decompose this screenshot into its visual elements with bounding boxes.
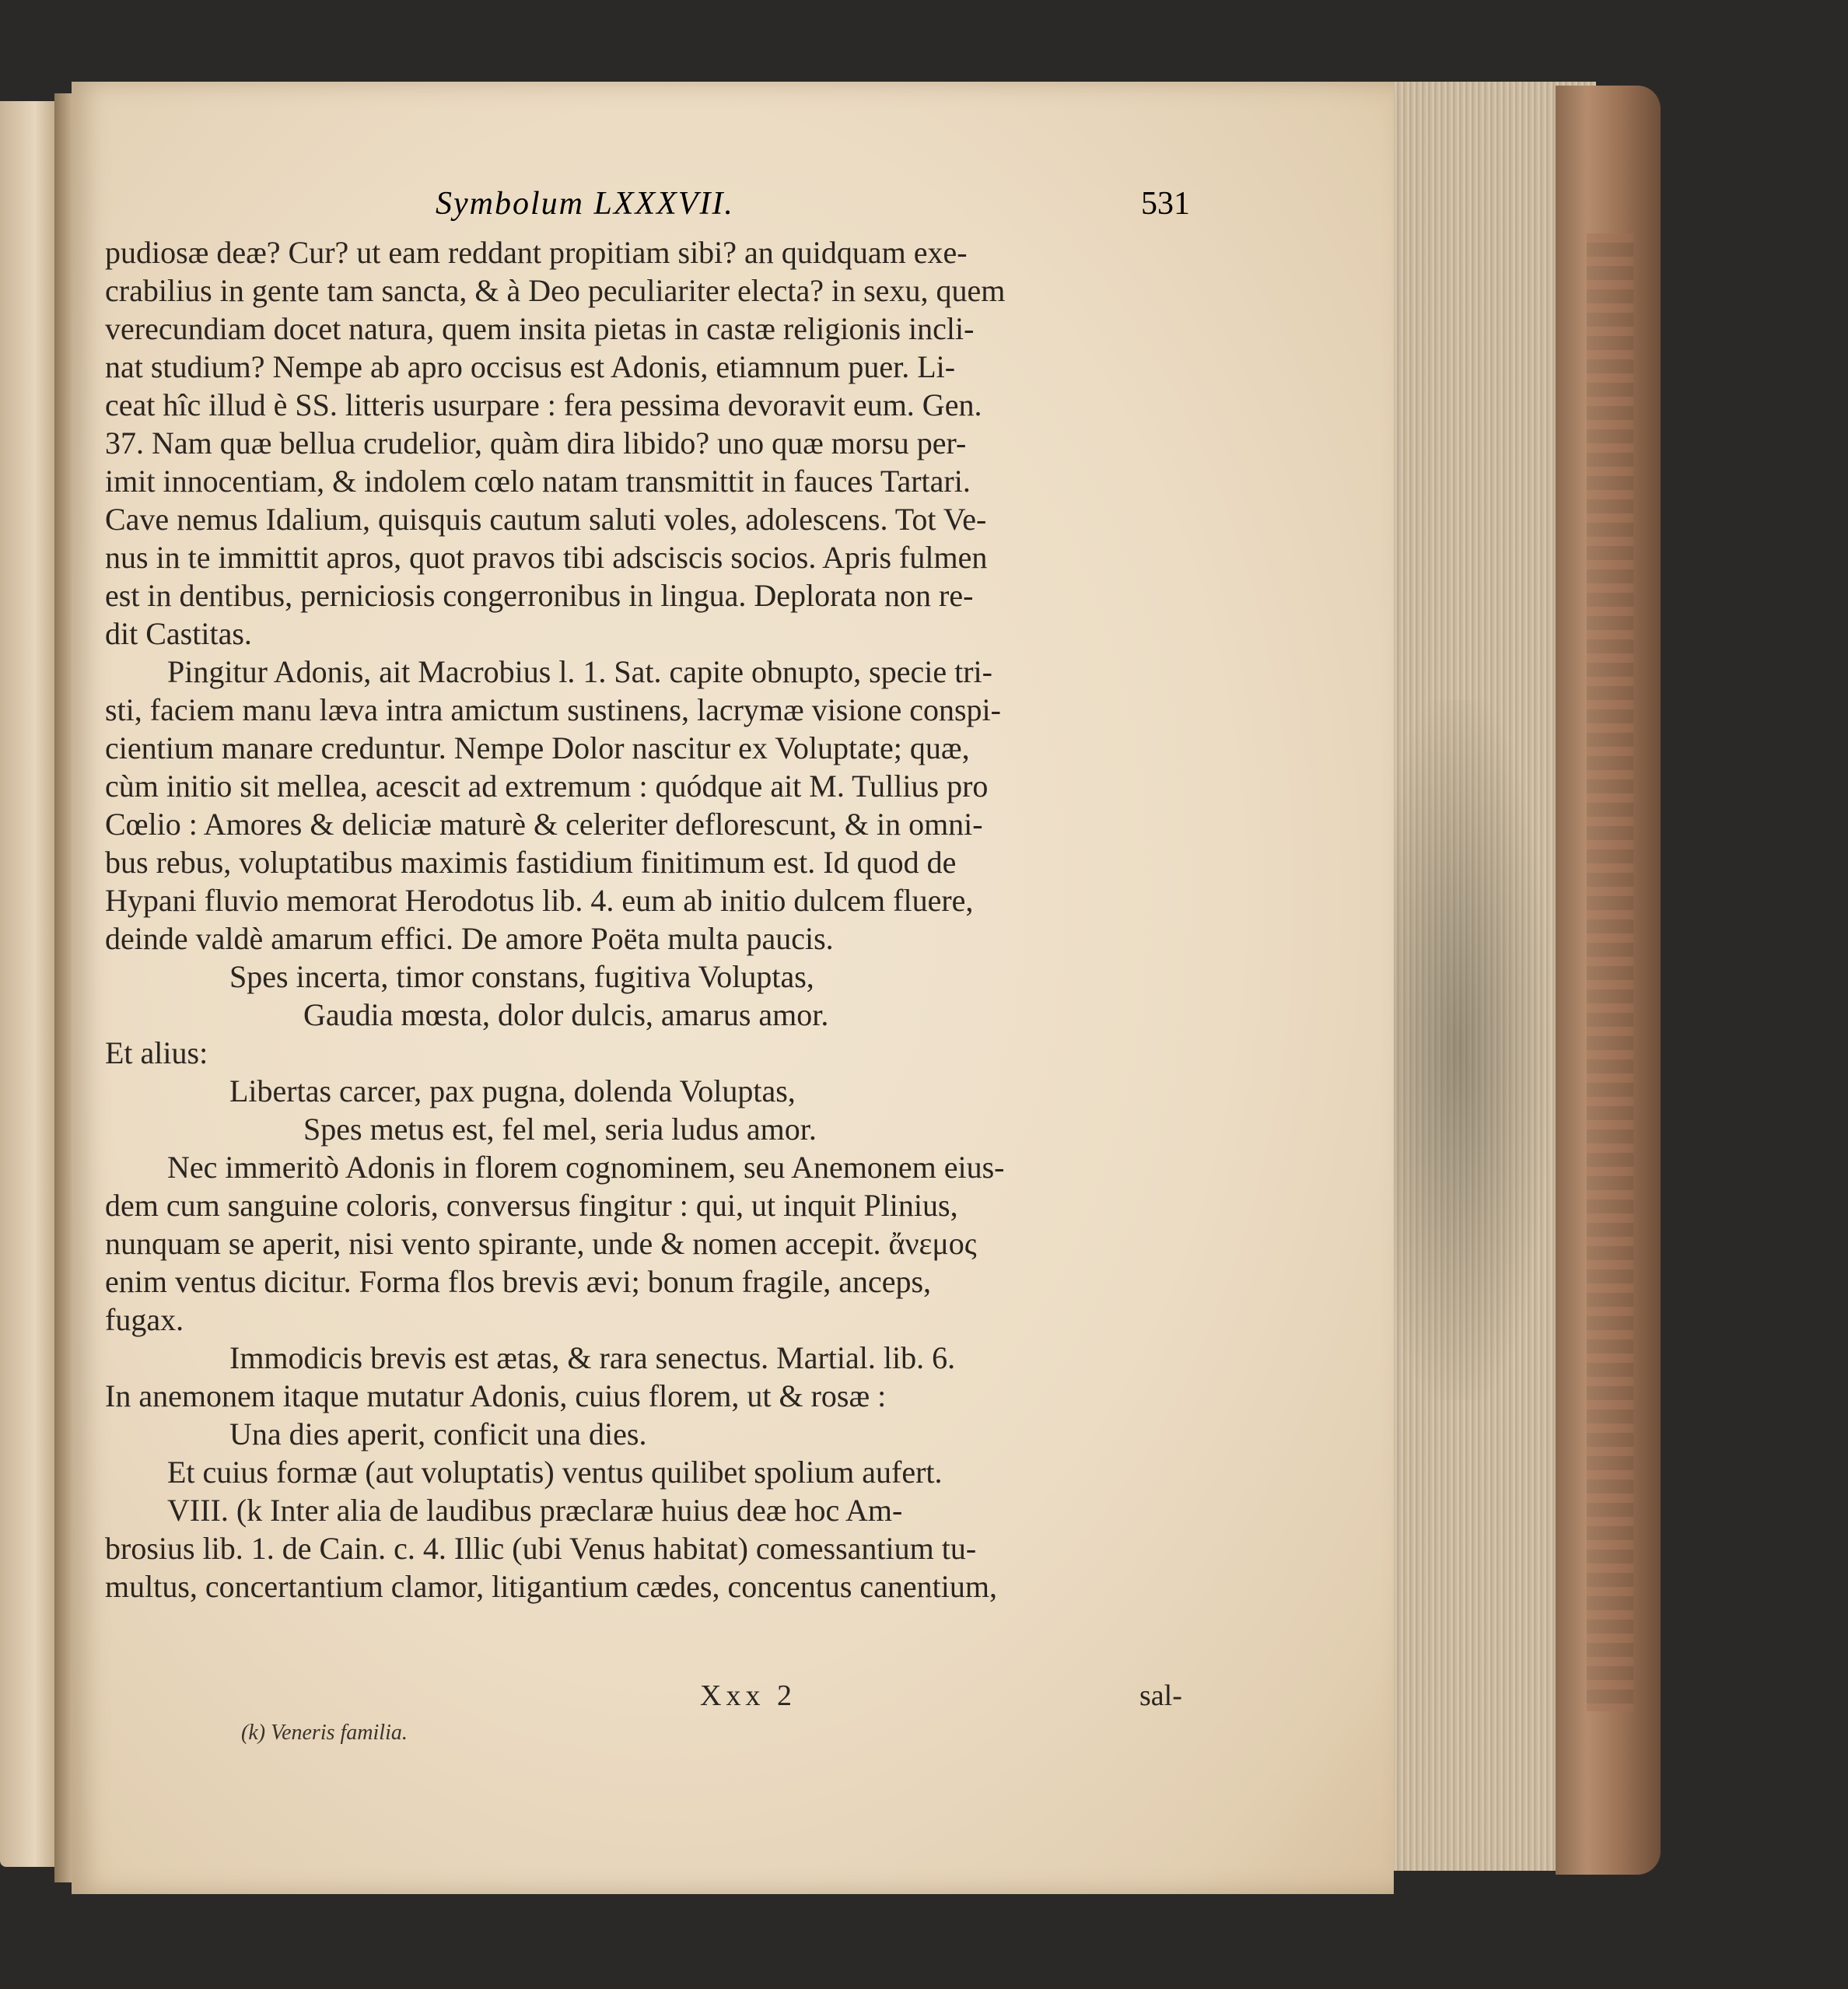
text-line: enim ventus dicitur. Forma flos brevis ævi; bonum fragile, anceps, <box>105 1264 932 1299</box>
text-line: pudiosæ deæ? Cur? ut eam reddant propitiam sibi? an quidquam exe- <box>105 235 968 270</box>
signature-mark: Xxx 2 <box>700 1679 796 1712</box>
text-line: nus in te immittit apros, quot pravos tibi adsciscis socios. Apris fulmen <box>105 540 988 575</box>
text-line: bus rebus, voluptatibus maximis fastidium finitimum est. Id quod de <box>105 845 957 880</box>
verse-line: Gaudia mœsta, dolor dulcis, amarus amor. <box>303 997 829 1032</box>
text-line: Cave nemus Idalium, quisquis cautum saluti voles, adolescens. Tot Ve- <box>105 502 987 537</box>
text-line: cùm initio sit mellea, acescit ad extremum : quódque ait M. Tullius pro <box>105 769 989 804</box>
text-line: dem cum sanguine coloris, conversus fingitur : qui, ut inquit Plinius, <box>105 1188 958 1223</box>
text-line: Cœlio : Amores & deliciæ maturè & celeriter deflorescunt, & in omni- <box>105 807 983 842</box>
text-line: VIII. (k Inter alia de laudibus præclaræ huius deæ hoc Am- <box>167 1493 903 1528</box>
text-line: dit Castitas. <box>105 616 252 651</box>
text-line: imit innocentiam, & indolem cœlo natam transmittit in fauces Tartari. <box>105 464 971 499</box>
text-block <box>105 233 1194 1606</box>
page-number: 531 <box>1141 186 1190 222</box>
running-header <box>436 185 1190 226</box>
text-line: Et alius: <box>105 1035 208 1070</box>
catchword: sal- <box>1139 1679 1182 1712</box>
verse-line: Una dies aperit, conficit una dies. <box>229 1416 647 1451</box>
text-line: deinde valdè amarum effici. De amore Poëta multa paucis. <box>105 921 834 956</box>
verse-line: Spes incerta, timor constans, fugitiva Voluptas, <box>229 959 814 994</box>
text-line: verecundiam docet natura, quem insita pietas in castæ religionis incli- <box>105 311 975 346</box>
verse-line: Spes metus est, fel mel, seria ludus amor. <box>303 1112 817 1147</box>
verse-line: Immodicis brevis est ætas, & rara senectus. Martial. lib. 6. <box>229 1340 956 1375</box>
text-line: Hypani fluvio memorat Herodotus lib. 4. eum ab initio dulcem fluere, <box>105 883 974 918</box>
running-title: Symbolum LXXXVII. <box>436 186 734 222</box>
text-line: est in dentibus, perniciosis congerronibus in lingua. Deplorata non re- <box>105 578 974 613</box>
text-line: Pingitur Adonis, ait Macrobius l. 1. Sat. capite obnupto, specie tri- <box>167 654 992 689</box>
text-line: 37. Nam quæ bellua crudelior, quàm dira libido? uno quæ morsu per- <box>105 425 967 460</box>
text-line: sti, faciem manu læva intra amictum sustinens, lacrymæ visione conspi- <box>105 692 1001 727</box>
page-edge-stain <box>1369 700 1548 1400</box>
text-line: crabilius in gente tam sancta, & à Deo peculiariter electa? in sexu, quem <box>105 273 1006 308</box>
text-line: Nec immeritò Adonis in florem cognominem, seu Anemonem eius- <box>167 1150 1005 1185</box>
text-line: Et cuius formæ (aut voluptatis) ventus quilibet spolium aufert. <box>167 1455 943 1490</box>
text-line: nat studium? Nempe ab apro occisus est Adonis, etiamnum puer. Li- <box>105 349 956 384</box>
text-line: In anemonem itaque mutatur Adonis, cuius florem, ut & rosæ : <box>105 1378 887 1413</box>
cover-texture <box>1587 233 1633 1711</box>
text-line: brosius lib. 1. de Cain. c. 4. Illic (ubi Venus habitat) comessantium tu- <box>105 1531 977 1566</box>
text-line: fugax. <box>105 1302 184 1337</box>
text-line: ceat hîc illud è SS. litteris usurpare : fera pessima devoravit eum. Gen. <box>105 387 982 422</box>
text-line: cientium manare creduntur. Nempe Dolor nascitur ex Voluptate; quæ, <box>105 730 970 765</box>
footnote: (k) Veneris familia. <box>241 1721 408 1745</box>
verse-line: Libertas carcer, pax pugna, dolenda Voluptas, <box>229 1073 796 1108</box>
text-line: nunquam se aperit, nisi vento spirante, unde & nomen accepit. ἄνεμος <box>105 1226 977 1261</box>
text-line: multus, concertantium clamor, litigantium cædes, concentus canentium, <box>105 1569 997 1604</box>
